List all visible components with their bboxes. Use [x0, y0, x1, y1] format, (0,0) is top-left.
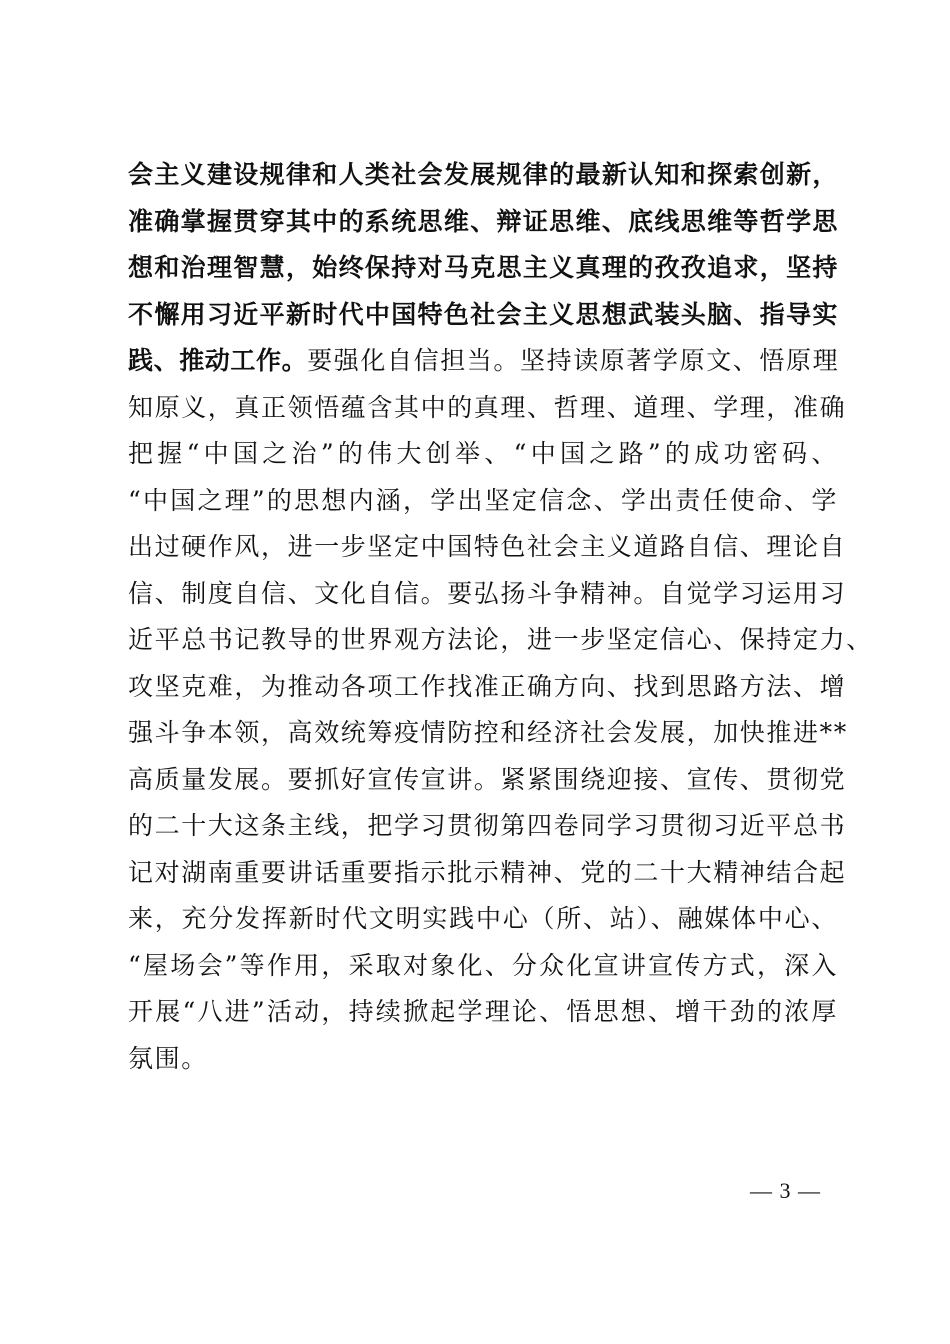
page-number: — 3 — — [750, 1178, 821, 1203]
text-line-normal-part: 要强化自信担当。坚持读原著学原文、悟原理 — [307, 346, 840, 375]
text-line: 出过硬作风，进一步坚定中国特色社会主义道路自信、理论自 — [128, 532, 847, 561]
text-line: 攻坚克难，为推动各项工作找准正确方向、找到思路方法、增 — [128, 671, 847, 701]
text-line: 氛围。 — [128, 1043, 208, 1073]
text-line: 会主义建设规律和人类社会发展规律的最新认知和探索创新， — [128, 160, 838, 189]
text-line-bold-part: 践、推动工作。 — [128, 346, 308, 375]
text-line: 强斗争本领，高效统筹疫情防控和经济社会发展，加快推进** — [128, 718, 848, 747]
text-line: 把握“中国之治”的伟大创举、“中国之路”的成功密码、 — [128, 439, 838, 468]
text-line: 信、制度自信、文化自信。要弘扬斗争精神。自觉学习运用习 — [128, 578, 847, 608]
text-line: “中国之理”的思想内涵，学出坚定信念、学出责任使命、学 — [128, 485, 838, 515]
text-line: 近平总书记教导的世界观方法论，进一步坚定信心、保持定力、 — [128, 625, 873, 654]
text-line: 记对湖南重要讲话重要指示批示精神、党的二十大精神结合起 — [128, 857, 847, 887]
text-line — [128, 338, 838, 385]
text-line: 知原义，真正领悟蕴含其中的真理、哲理、道理、学理，准确 — [128, 392, 847, 422]
body-paragraph — [128, 152, 873, 1082]
text-line: 想和治理智慧，始终保持对马克思主义真理的孜孜追求，坚持 — [128, 253, 838, 282]
text-line: 来，充分发挥新时代文明实践中心（所、站）、融媒体中心、 — [128, 904, 838, 933]
text-line: 的二十大这条主线，把学习贯彻第四卷同学习贯彻习近平总书 — [128, 811, 847, 840]
text-line: 高质量发展。要抓好宣传宣讲。紧紧围绕迎接、宣传、贯彻党 — [128, 764, 847, 794]
text-line: 准确掌握贯穿其中的系统思维、辩证思维、底线思维等哲学思 — [128, 206, 838, 236]
text-line: 不懈用习近平新时代中国特色社会主义思想武装头脑、指导实 — [128, 299, 838, 329]
text-line: “屋场会”等作用，采取对象化、分众化宣讲宣传方式，深入 — [128, 950, 838, 980]
text-line: 开展“八进”活动，持续掀起学理论、悟思想、增干劲的浓厚 — [128, 997, 838, 1026]
